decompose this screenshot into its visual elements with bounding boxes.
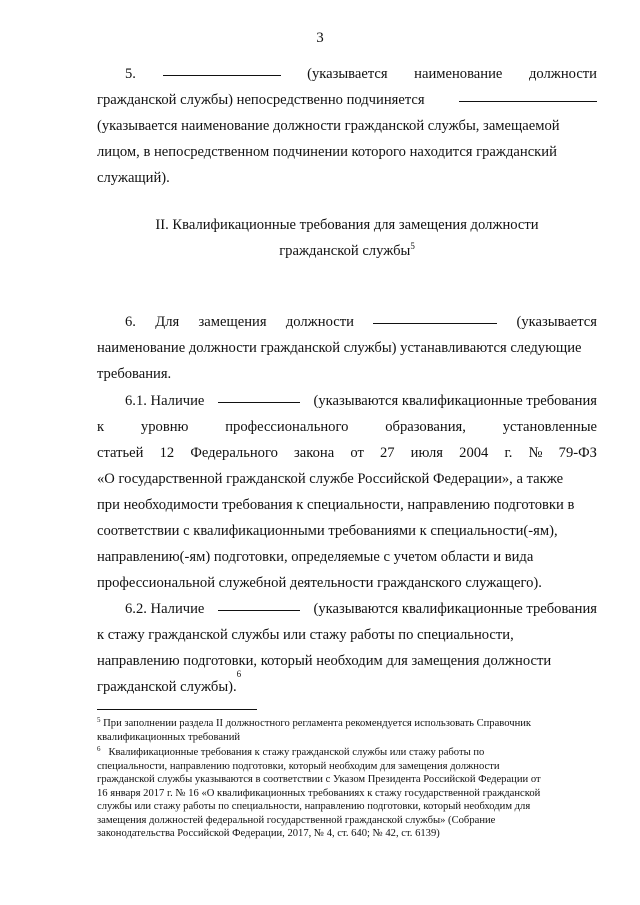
footnote-5-number: 5 bbox=[97, 716, 101, 724]
word: к bbox=[97, 419, 105, 435]
footnote-5-line-1-text: При заполнении раздела II должностного регламента рекомендуется использовать Справочник bbox=[103, 718, 532, 729]
footnote-6 bbox=[97, 746, 597, 841]
word: статьей bbox=[97, 445, 144, 461]
paragraph-5-text: гражданской службы) непосредственно подчиняется bbox=[97, 92, 425, 108]
footnote-6-line-7: законодательства Российской Федерации, 2017, № 4, ст. 640; № 42, ст. 6139) bbox=[97, 828, 440, 839]
supervisor-blank bbox=[459, 87, 597, 102]
word: профессионального bbox=[225, 419, 349, 435]
paragraph-6-1-line-6: соответствии с квалификационными требованиями к специальности(-ям), bbox=[97, 523, 558, 539]
paragraph-5-line-3: (указывается наименование должности гражданской службы, замещаемой bbox=[97, 118, 560, 134]
footnote-6-line-5: службы или стажу работы по специальности, направлению подготовки, который необходим для bbox=[97, 801, 531, 812]
education-blank bbox=[218, 388, 300, 403]
footnote-divider bbox=[97, 709, 257, 710]
paragraph-5-line-2 bbox=[97, 87, 597, 113]
footnote-6-line-6: замещения должностей федеральной государственной гражданской службы» (Собрание bbox=[97, 814, 496, 826]
paragraph-6-1-line-4: «О государственной гражданской службе Российской Федерации», а также bbox=[97, 471, 564, 487]
paragraph-6-1-line-8: профессиональной служебной деятельности гражданского служащего). bbox=[97, 575, 542, 591]
paragraph-6-line-2: наименование должности гражданской службы) устанавливаются следующие bbox=[97, 340, 582, 356]
paragraph-6-word: замещения bbox=[198, 314, 267, 330]
paragraph-6-2-text: (указываются квалификационные требования bbox=[313, 601, 597, 617]
paragraph-5-word: должности bbox=[528, 66, 597, 82]
footnote-6-line-1 bbox=[97, 746, 597, 760]
paragraph-6-word: Для bbox=[155, 314, 180, 330]
footnote-6-text bbox=[97, 746, 484, 760]
footnote-6-line-2: специальности, направлению подготовки, который необходим для замещения должности bbox=[97, 760, 500, 772]
paragraph-6-1-line-1 bbox=[97, 388, 597, 414]
paragraph-6-word: должности bbox=[285, 314, 354, 330]
word: Федерального bbox=[190, 445, 278, 461]
paragraph-6-2-line-3: направлению подготовки, который необходим для замещения должности bbox=[97, 653, 552, 669]
word: образования, bbox=[385, 419, 466, 435]
word: 12 bbox=[159, 445, 175, 461]
footnote-5-line-2: квалификационных требований bbox=[97, 731, 241, 743]
paragraph-6-1-line-5: при необходимости требования к специальности, направлению подготовки в bbox=[97, 497, 575, 513]
paragraph-6 bbox=[97, 309, 597, 387]
section-heading-text: гражданской службы bbox=[279, 243, 411, 259]
word: № bbox=[528, 445, 543, 461]
word: установленные bbox=[502, 419, 597, 435]
paragraph-6-1-line-3 bbox=[97, 440, 597, 466]
paragraph-6-2-line-1 bbox=[97, 596, 597, 622]
word: 79-ФЗ bbox=[558, 445, 597, 461]
footnote-6-line-3: гражданской службы указываются в соответствии с Указом Президента Российской Федерации от bbox=[97, 774, 541, 785]
footnote-5 bbox=[97, 717, 597, 744]
section-heading-line-2 bbox=[97, 238, 597, 264]
paragraph-6-1-line-2 bbox=[97, 414, 597, 440]
paragraph-5-line-5: служащий). bbox=[97, 170, 170, 186]
paragraph-6-2-text: гражданской службы). bbox=[97, 679, 237, 695]
paragraph-6-line-1 bbox=[97, 309, 597, 335]
paragraph-6-1 bbox=[97, 388, 597, 596]
paragraph-6-1-line-7: направлению(-ям) подготовки, определяемые с учетом области и вида bbox=[97, 549, 534, 565]
paragraph-6-2-label: 6.2. Наличие bbox=[125, 601, 205, 617]
footnote-ref-5: 5 bbox=[410, 241, 415, 251]
word: июля bbox=[410, 445, 444, 461]
footnote-ref-6: 6 bbox=[236, 669, 242, 679]
word: 2004 bbox=[459, 445, 489, 461]
word: закона bbox=[294, 445, 335, 461]
section-heading-line-1: II. Квалификационные требования для замещения должности bbox=[155, 217, 539, 233]
paragraph-6-2-line-2: к стажу гражданской службы или стажу работы по специальности, bbox=[97, 627, 514, 643]
paragraph-6-2-line-4 bbox=[97, 669, 597, 700]
footnote-6-number: 6 bbox=[97, 745, 101, 753]
word: уровню bbox=[140, 419, 189, 435]
paragraph-5-line-4: лицом, в непосредственном подчинении которого находится гражданский bbox=[97, 144, 557, 160]
paragraph-6-1-label: 6.1. Наличие bbox=[125, 393, 205, 409]
paragraph-6-line-3: требования. bbox=[97, 366, 172, 382]
word: 27 bbox=[379, 445, 395, 461]
paragraph-6-2 bbox=[97, 596, 597, 700]
word: г. bbox=[504, 445, 513, 461]
page-number: 3 bbox=[316, 30, 324, 46]
paragraph-5-line-1 bbox=[97, 61, 597, 87]
paragraph-5-word: (указывается bbox=[307, 66, 388, 82]
paragraph-6-number: 6. bbox=[125, 314, 136, 330]
position-blank bbox=[373, 309, 497, 324]
paragraph-6-word: (указывается bbox=[516, 314, 597, 330]
footnote-6-line-4: 16 января 2017 г. № 16 «О квалификационных требованиях к стажу государственной гражданской bbox=[97, 787, 541, 799]
word: от bbox=[350, 445, 364, 461]
footnote-5-text bbox=[97, 717, 531, 731]
footnote-5-line-1 bbox=[97, 717, 597, 731]
paragraph-5-word: наименование bbox=[414, 66, 503, 82]
footnote-6-line-1-text: Квалификационные требования к стажу гражданской службы или стажу работы по bbox=[108, 747, 485, 758]
section-heading bbox=[97, 212, 597, 264]
paragraph-6-1-text: (указываются квалификационные требования bbox=[313, 393, 597, 409]
paragraph-5 bbox=[97, 61, 597, 191]
paragraph-5-number: 5. bbox=[125, 66, 136, 82]
experience-blank bbox=[218, 596, 300, 611]
position-blank bbox=[163, 61, 281, 76]
